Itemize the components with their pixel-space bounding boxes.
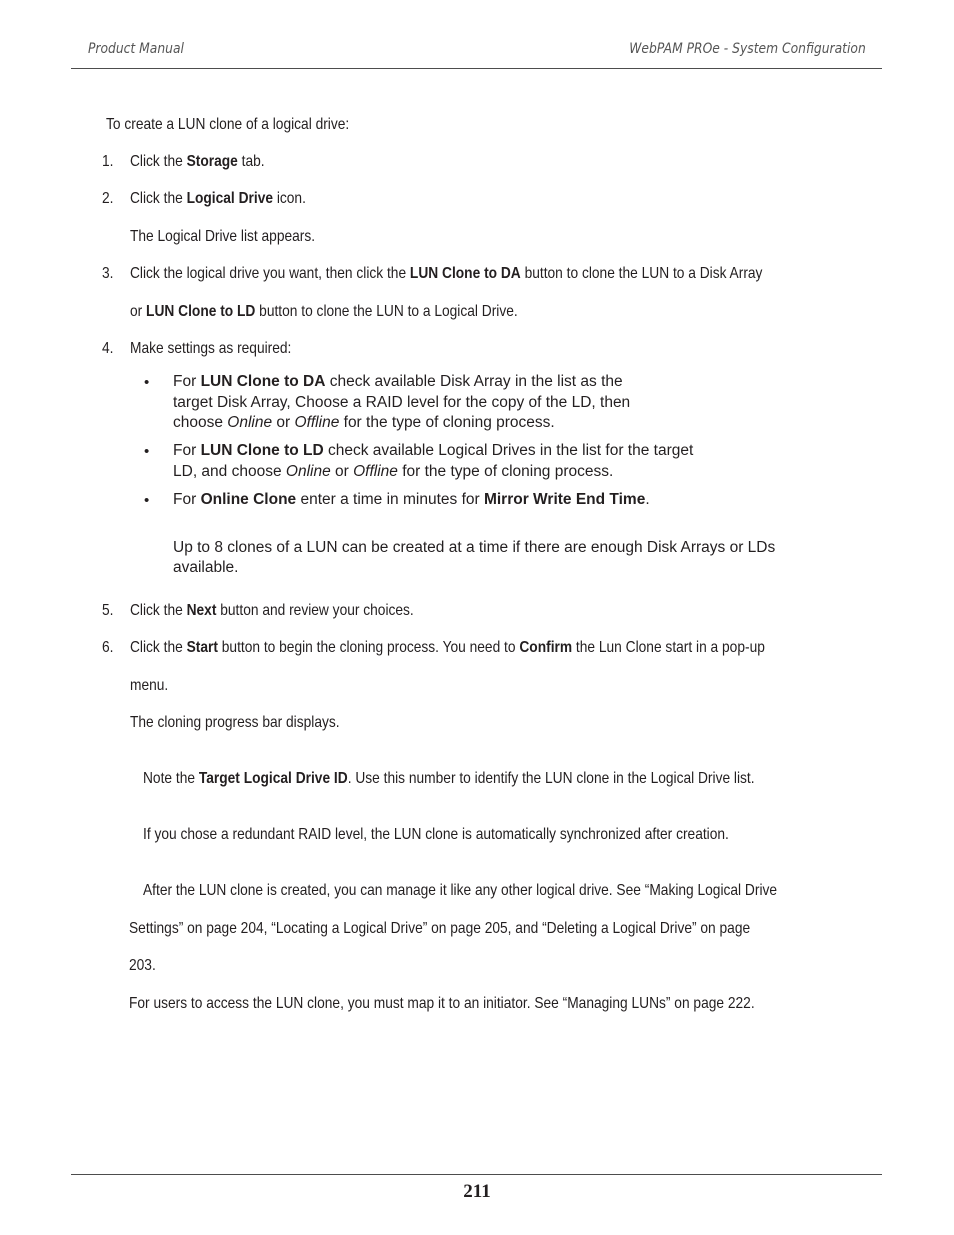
step-4-text: Make settings as required: bbox=[130, 340, 292, 357]
bullet-marker: • bbox=[144, 443, 150, 460]
access-note: For users to access the LUN clone, you must map it to an initiator. See “Managing LUNs” on page 222. bbox=[129, 995, 755, 1012]
bullet-marker: • bbox=[144, 374, 150, 391]
bullet-3-extra-line2: available. bbox=[173, 559, 239, 576]
running-header-right: WebPAM PROe - System Configuration bbox=[629, 41, 866, 57]
header-rule bbox=[71, 68, 882, 69]
step-number: 1. bbox=[102, 153, 114, 170]
bullet-2-line2: LD, and choose Online or Offline for the type of cloning process. bbox=[173, 463, 614, 480]
step-6-text: Click the Start button to begin the cloning process. You need to Confirm the Lun Clone start in a pop-up bbox=[130, 639, 765, 656]
step-3-text-line2: or LUN Clone to LD button to clone the LUN to a Logical Drive. bbox=[130, 303, 518, 320]
bullet-1-line1: For LUN Clone to DA check available Disk Array in the list as the bbox=[173, 373, 623, 390]
bullet-2-line1: For LUN Clone to LD check available Logical Drives in the list for the target bbox=[173, 442, 694, 459]
intro-text: To create a LUN clone of a logical drive: bbox=[106, 116, 350, 133]
footer-rule bbox=[71, 1174, 882, 1175]
step-2-note: The Logical Drive list appears. bbox=[130, 228, 316, 245]
bullet-1-line2: target Disk Array, Choose a RAID level for the copy of the LD, then bbox=[173, 394, 631, 411]
target-id-note: Note the Target Logical Drive ID. Use this number to identify the LUN clone in the Logical Drive list. bbox=[143, 770, 755, 787]
raid-note: If you chose a redundant RAID level, the LUN clone is automatically synchronized after creation. bbox=[143, 826, 729, 843]
step-6-text-line2: menu. bbox=[130, 677, 169, 694]
step-3-text: Click the logical drive you want, then click the LUN Clone to DA button to clone the LUN to a Disk Array bbox=[130, 265, 763, 282]
step-1-text: Click the Storage tab. bbox=[130, 153, 265, 170]
step-number: 3. bbox=[102, 265, 114, 282]
step-number: 5. bbox=[102, 602, 114, 619]
step-number: 4. bbox=[102, 340, 114, 357]
bullet-marker: • bbox=[144, 492, 150, 509]
bullet-1-line3: choose Online or Offline for the type of cloning process. bbox=[173, 414, 555, 431]
step-6-note: The cloning progress bar displays. bbox=[130, 714, 340, 731]
step-2-text: Click the Logical Drive icon. bbox=[130, 190, 306, 207]
bullet-3-line1: For Online Clone enter a time in minutes for Mirror Write End Time. bbox=[173, 491, 650, 508]
step-number: 6. bbox=[102, 639, 114, 656]
step-number: 2. bbox=[102, 190, 114, 207]
running-header-left: Product Manual bbox=[88, 41, 184, 57]
step-5-text: Click the Next button and review your choices. bbox=[130, 602, 414, 619]
after-note-line1: After the LUN clone is created, you can manage it like any other logical drive. See “Making Logical Drive bbox=[143, 882, 778, 899]
after-note-line2: Settings” on page 204, “Locating a Logical Drive” on page 205, and “Deleting a Logical Drive” on page bbox=[129, 920, 751, 937]
after-note-line3: 203. bbox=[129, 957, 156, 974]
bullet-3-extra-line1: Up to 8 clones of a LUN can be created at a time if there are enough Disk Arrays or LDs bbox=[173, 539, 776, 556]
page-number: 211 bbox=[463, 1181, 491, 1202]
